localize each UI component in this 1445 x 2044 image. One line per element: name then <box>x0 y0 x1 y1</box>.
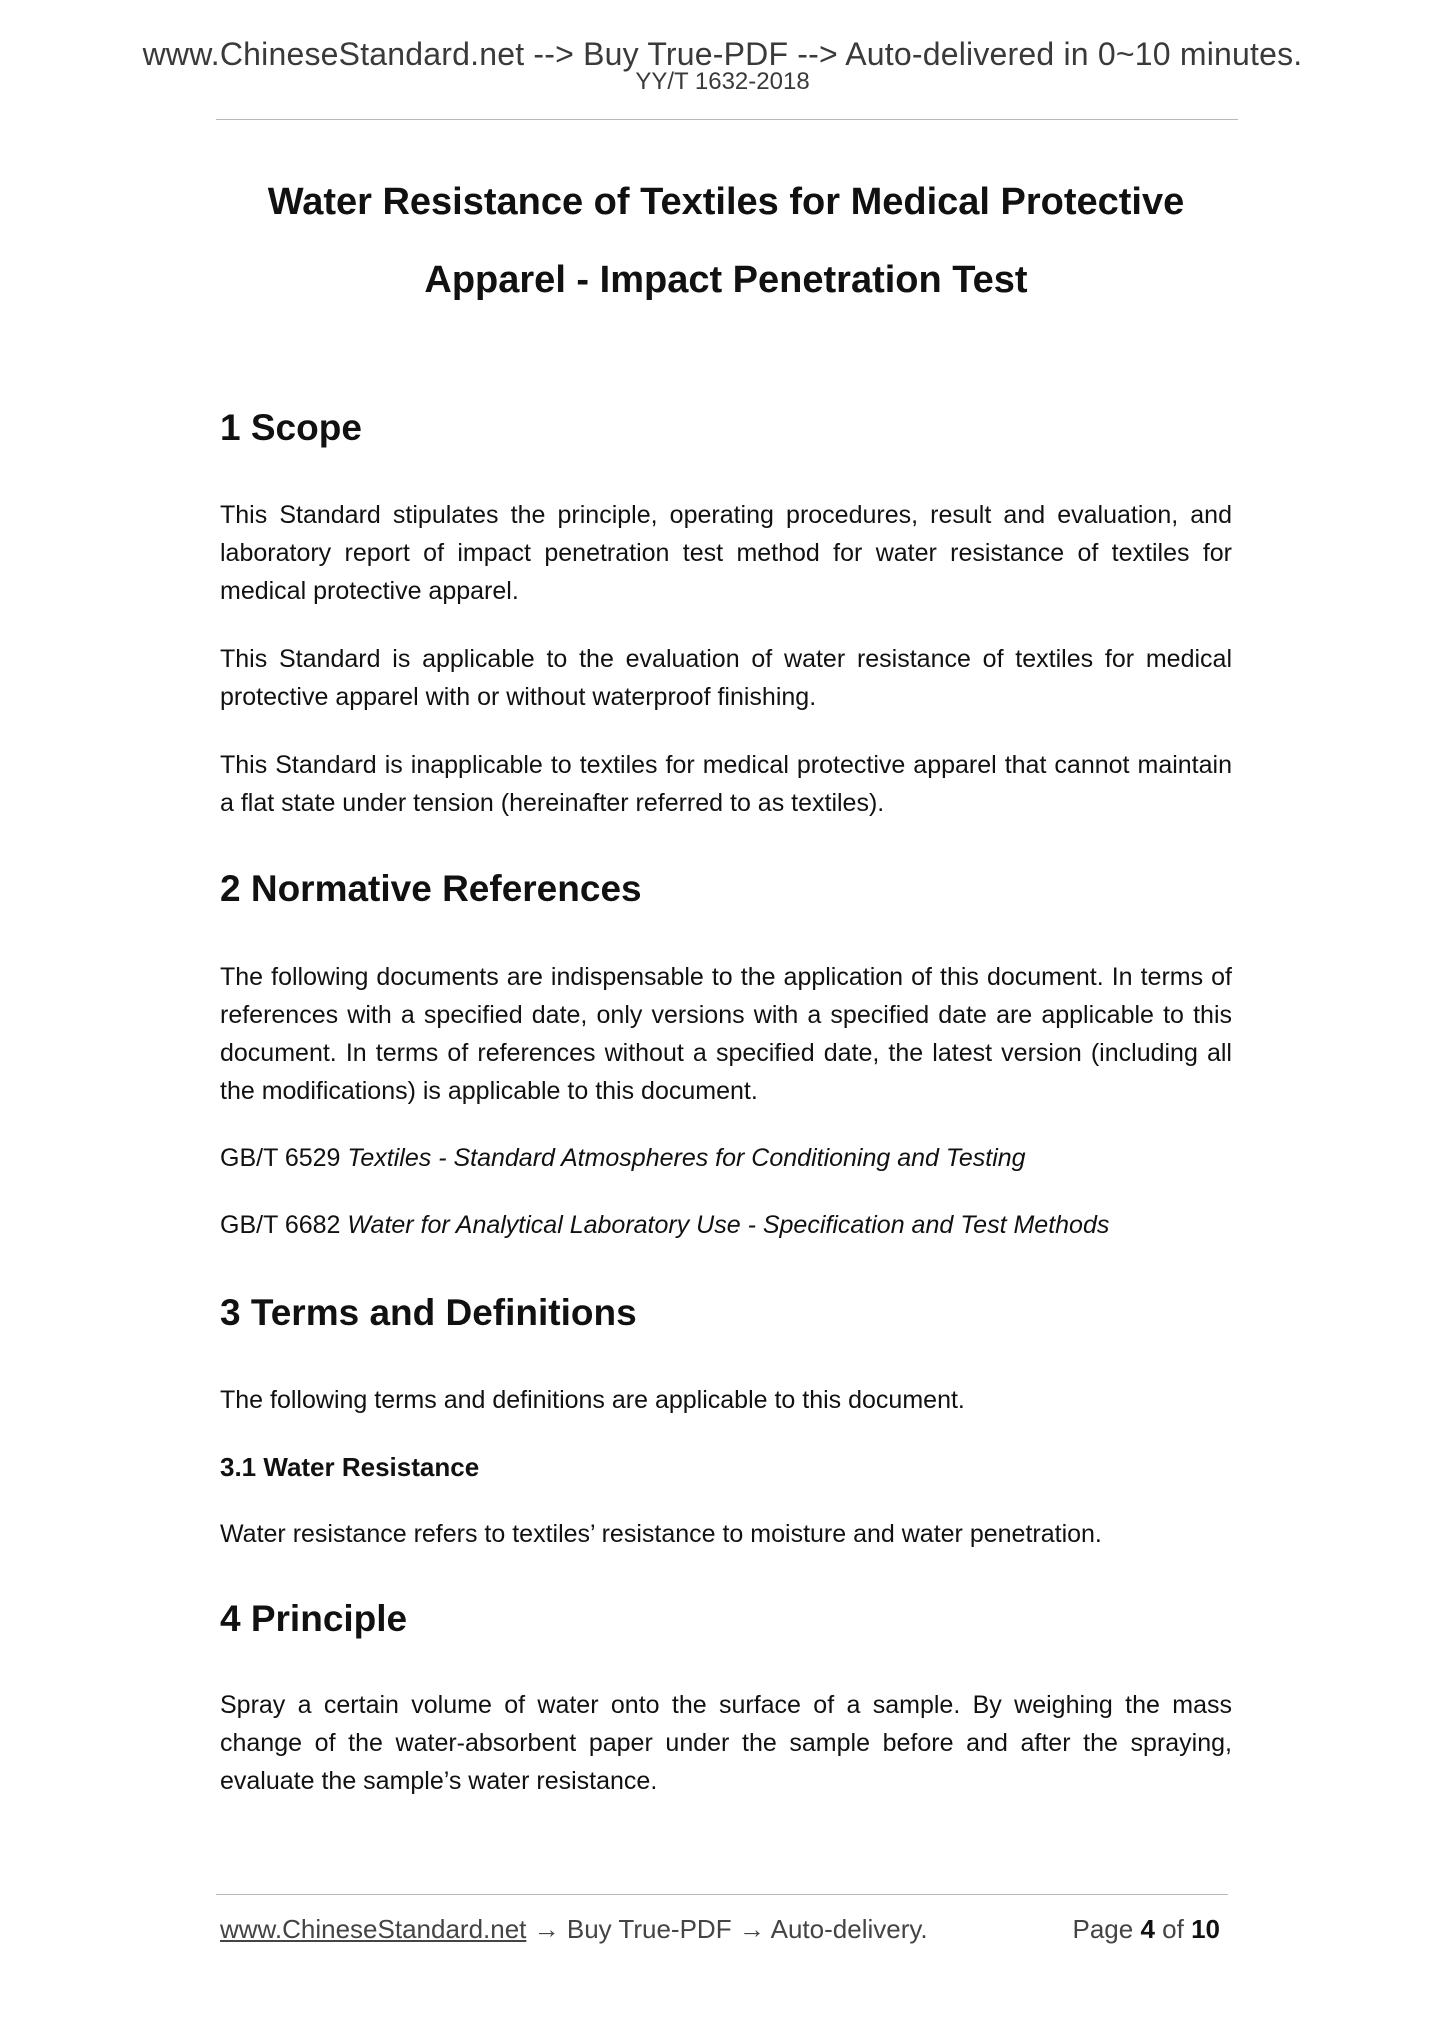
section-heading-normative-references: 2 Normative References <box>220 868 642 909</box>
footer-delivery-text: Auto-delivery. <box>770 1914 928 1944</box>
document-title-line-2: Apparel - Impact Penetration Test <box>424 259 1028 301</box>
reference-item <box>220 1139 1026 1177</box>
scope-paragraph-2: This Standard is applicable to the evaluation of water resistance of textiles for medical protective apparel with or without waterproof finishing. <box>220 645 1232 711</box>
arrow-right-icon: → <box>533 1914 560 1944</box>
scope-paragraph-3: This Standard is inapplicable to textiles for medical protective apparel that cannot maintain a flat state under tension (hereinafter referred to as textiles). <box>220 751 1232 817</box>
footer-divider <box>216 1894 1228 1895</box>
section-heading-principle: 4 Principle <box>220 1598 408 1639</box>
normative-paragraph: The following documents are indispensable to the application of this document. In terms of references with a specified date, only versions with a specified date are applicable to this document. In terms of references without a specified date, the latest version (including all the modifications) is applicable to this document. <box>220 963 1232 1105</box>
reference-code: GB/T 6529 <box>220 1144 341 1172</box>
reference-code: GB/T 6682 <box>220 1211 341 1239</box>
of-label: of <box>1162 1914 1184 1944</box>
water-resistance-definition: Water resistance refers to textiles’ resistance to moisture and water penetration. <box>220 1520 1102 1548</box>
terms-paragraph: The following terms and definitions are applicable to this document. <box>220 1386 965 1414</box>
reference-item <box>220 1206 1109 1244</box>
page-current: 4 <box>1140 1914 1155 1944</box>
top-banner[interactable]: www.ChineseStandard.net --> Buy True-PDF --> Auto-delivered in 0~10 minutes. <box>142 36 1303 72</box>
footer-site-link[interactable]: www.ChineseStandard.net <box>220 1914 527 1944</box>
principle-paragraph: Spray a certain volume of water onto the surface of a sample. By weighing the mass change of the water-absorbent paper under the sample before and after the spraying, evaluate the sample’s water resistance. <box>220 1691 1232 1795</box>
reference-title: Water for Analytical Laboratory Use - Specification and Test Methods <box>347 1211 1110 1239</box>
scope-paragraph-1: This Standard stipulates the principle, operating procedures, result and evaluation, and laboratory report of impact penetration test method for water resistance of textiles for medical protective apparel. <box>220 501 1232 605</box>
page-total: 10 <box>1191 1914 1220 1944</box>
page-number <box>1072 1912 1220 1946</box>
footer-links <box>220 1912 928 1946</box>
reference-title: Textiles - Standard Atmospheres for Conditioning and Testing <box>347 1144 1026 1172</box>
document-title-line-1: Water Resistance of Textiles for Medical Protective <box>267 181 1185 223</box>
footer-buy-text: Buy True-PDF <box>566 1914 732 1944</box>
section-heading-terms-definitions: 3 Terms and Definitions <box>220 1292 637 1333</box>
page-label: Page <box>1072 1914 1134 1944</box>
section-heading-scope: 1 Scope <box>220 407 362 448</box>
subsection-heading-water-resistance: 3.1 Water Resistance <box>220 1452 480 1482</box>
document-code: YY/T 1632-2018 <box>635 68 810 95</box>
arrow-right-icon: → <box>738 1914 765 1944</box>
header-divider <box>216 119 1238 120</box>
